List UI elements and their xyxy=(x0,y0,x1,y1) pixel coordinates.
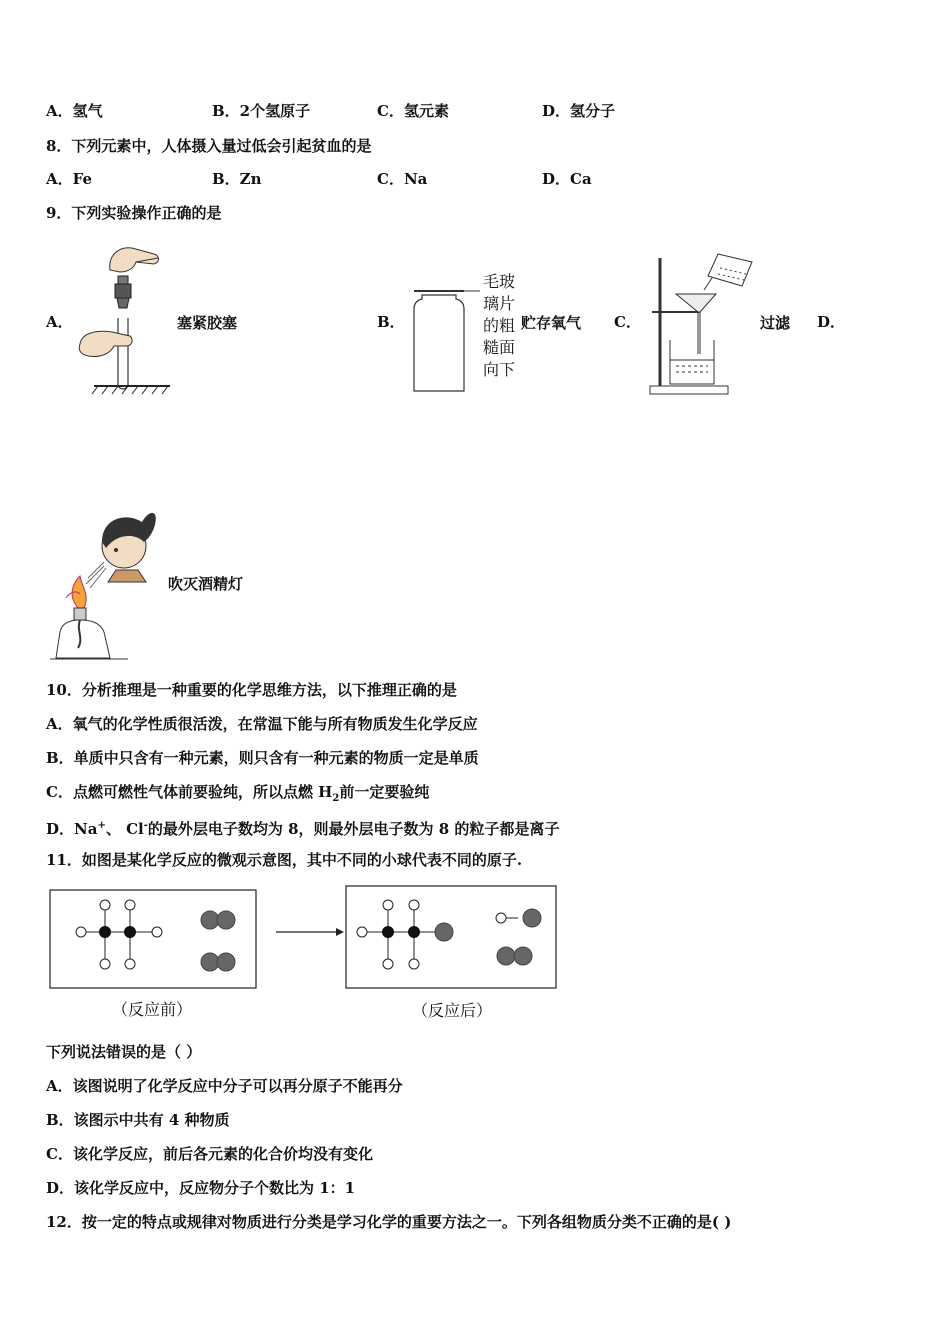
q8-option-c: C．Na xyxy=(377,170,428,188)
reaction-micro-diagram xyxy=(48,884,560,992)
h2-subscript: 2 xyxy=(332,793,340,804)
gas-jar-illustration xyxy=(408,285,486,397)
q7-option-c: C．氢元素 xyxy=(377,102,449,120)
q10-option-c-text: C．点燃可燃性气体前要验纯，所以点燃 H xyxy=(46,783,333,801)
q11-option-d: D．该化学反应中，反应物分子个数比为 1：1 xyxy=(46,1179,356,1197)
q12-stem: 12．按一定的特点或规律对物质进行分类是学习化学的重要方法之一。下列各组物质分类不正确的是( ) xyxy=(46,1213,732,1231)
q7-option-d: D．氢分子 xyxy=(542,102,616,120)
q8-stem: 8．下列元素中，人体摄入量过低会引起贫血的是 xyxy=(46,137,372,155)
q11-option-a: A．该图说明了化学反应中分子可以再分原子不能再分 xyxy=(46,1077,403,1095)
q7-option-b: B．2个氢原子 xyxy=(212,102,311,120)
q10-option-a: A．氧气的化学性质很活泼，在常温下能与所有物质发生化学反应 xyxy=(46,715,478,733)
q8-option-a: A．Fe xyxy=(46,170,93,188)
q10-option-d-text-end: 的最外层电子数均为 8，则最外层电子数为 8 的粒子都是离子 xyxy=(147,820,560,838)
q10-stem: 10．分析推理是一种重要的化学思维方法，以下推理正确的是 xyxy=(46,681,457,699)
q9-option-b-caption: 贮存氧气 xyxy=(521,314,582,332)
blow-out-alcohol-lamp-illustration xyxy=(46,498,162,662)
glass-plate-note-line: 毛玻 xyxy=(483,272,516,291)
q9-option-c-label: C． xyxy=(614,313,641,331)
glass-plate-note-line: 糙面 xyxy=(483,338,516,357)
q10-option-d xyxy=(46,816,559,839)
glass-plate-note xyxy=(483,271,519,381)
q9-option-c-caption: 过滤 xyxy=(760,314,791,332)
after-reaction-caption: （反应后） xyxy=(412,1001,493,1020)
na-charge: + xyxy=(97,820,106,831)
q7-option-a: A．氢气 xyxy=(46,102,103,120)
q10-option-d-text-mid: 、 Cl xyxy=(105,820,144,838)
q10-option-c-text-end: 前一定要验纯 xyxy=(339,783,430,801)
cl-charge: - xyxy=(143,820,148,831)
q8-option-b: B．Zn xyxy=(212,170,262,188)
q9-option-d-label: D． xyxy=(817,313,846,331)
stopper-insertion-illustration xyxy=(74,240,174,398)
glass-plate-note-line: 向下 xyxy=(483,360,516,379)
q9-stem: 9．下列实验操作正确的是 xyxy=(46,204,222,222)
q10-option-d-text: D．Na xyxy=(46,820,98,838)
glass-plate-note-line: 璃片 xyxy=(483,294,516,313)
filtration-illustration xyxy=(648,250,756,398)
q9-option-a-label: A． xyxy=(46,313,73,331)
q9-option-b-label: B． xyxy=(377,313,405,331)
q9-option-d-caption: 吹灭酒精灯 xyxy=(168,575,244,593)
q11-stem: 11．如图是某化学反应的微观示意图，其中不同的小球代表不同的原子. xyxy=(46,851,523,869)
before-reaction-caption: （反应前） xyxy=(112,1000,193,1019)
q10-option-b: B．单质中只含有一种元素，则只含有一种元素的物质一定是单质 xyxy=(46,749,479,767)
glass-plate-note-line: 的粗 xyxy=(483,316,516,335)
q11-sub-stem: 下列说法错误的是（ ） xyxy=(46,1043,202,1061)
q9-option-a-caption: 塞紧胶塞 xyxy=(177,314,238,332)
q11-option-b: B．该图示中共有 4 种物质 xyxy=(46,1111,230,1129)
q11-option-c: C．该化学反应，前后各元素的化合价均没有变化 xyxy=(46,1145,373,1163)
q8-option-d: D．Ca xyxy=(542,170,592,188)
q10-option-c xyxy=(46,782,429,809)
